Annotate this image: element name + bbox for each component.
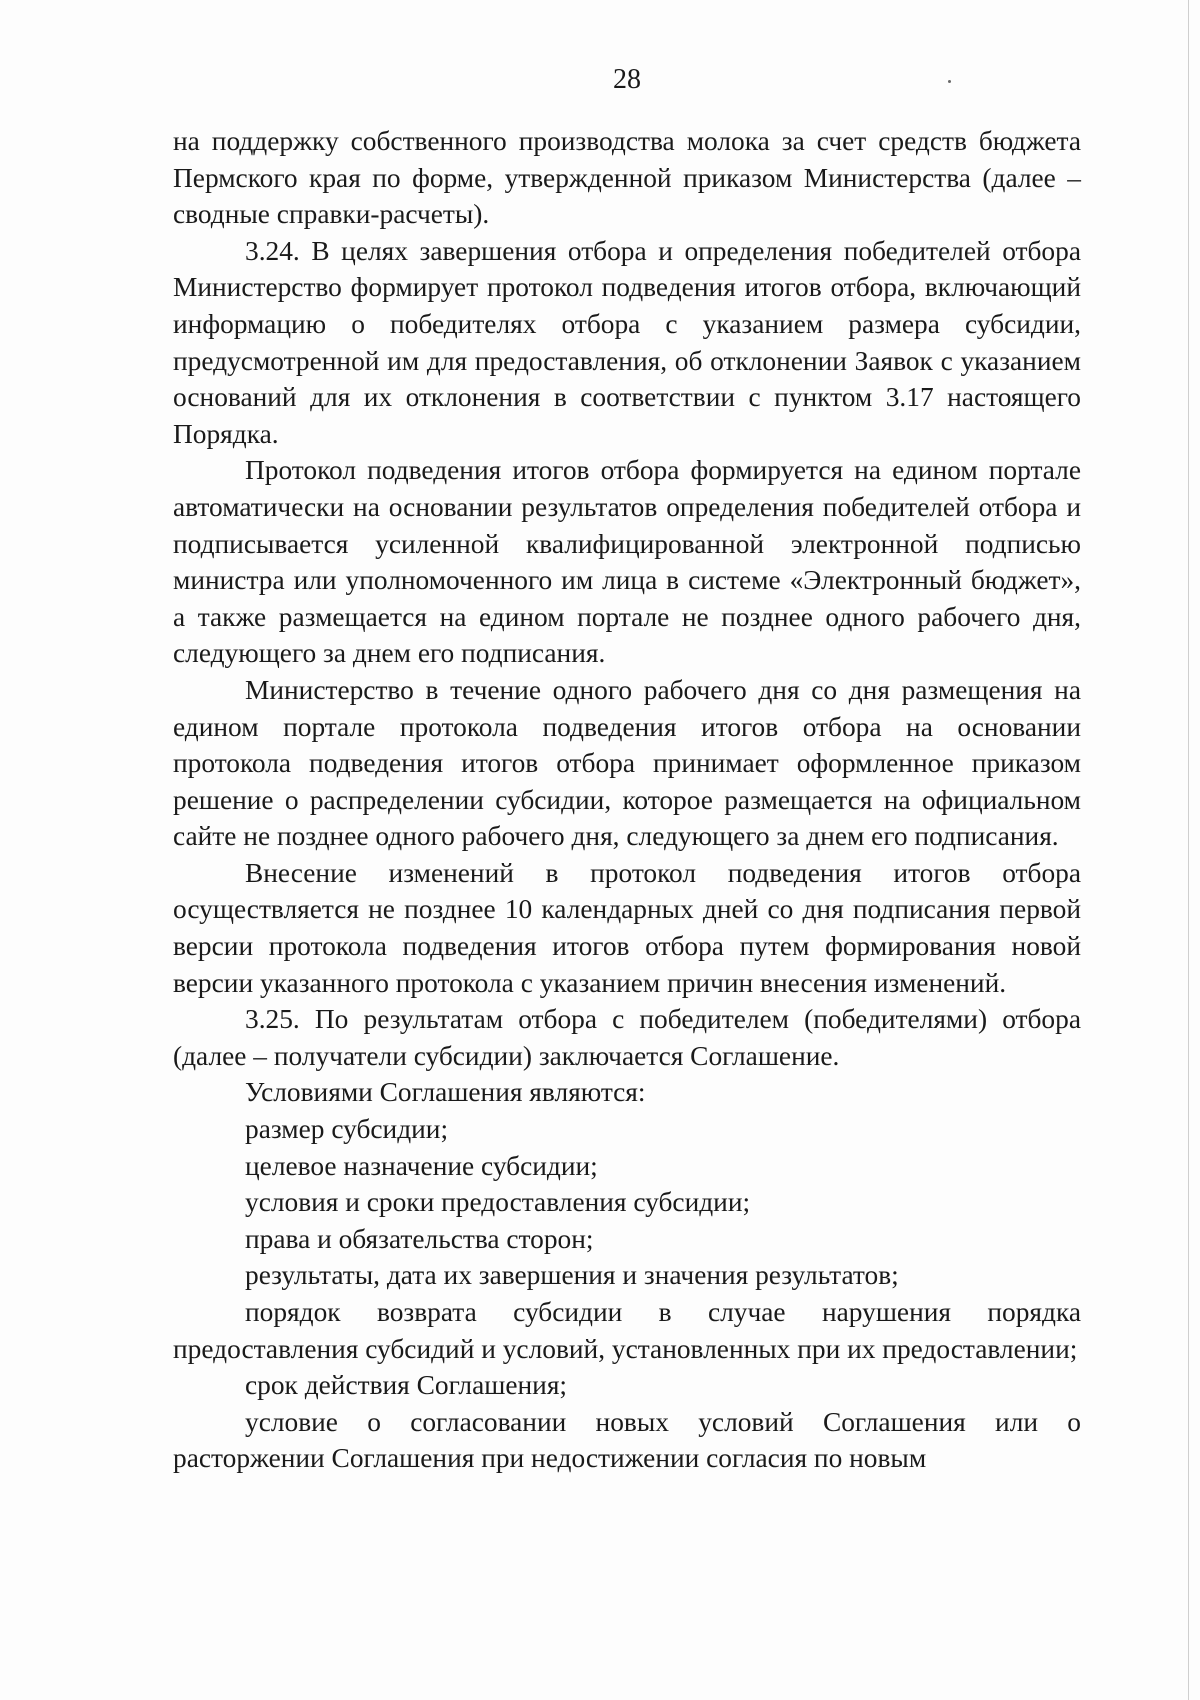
list-item: результаты, дата их завершения и значения результатов; (245, 1260, 899, 1291)
list-item: размер субсидии; (245, 1114, 449, 1145)
list-item: срок действия Соглашения; (245, 1370, 568, 1401)
paragraph: на поддержку собственного производства молока за счет средств бюджета Пермского края по форме, утвержденной приказом Министерства (далее – сводные справки-расчеты). (173, 126, 1081, 230)
paragraph: 3.25. По результатам отбора с победителем (победителями) отбора (далее – получатели субсидии) заключается Соглашение. (173, 1004, 1081, 1071)
list-item: условия и сроки предоставления субсидии; (245, 1187, 751, 1218)
list-item: порядок возврата субсидии в случае нарушения порядка предоставления субсидий и условий, установленных при их предоставлении; (173, 1297, 1081, 1364)
list-item: целевое назначение субсидии; (245, 1150, 598, 1181)
paragraph: Протокол подведения итогов отбора формируется на едином портале автоматически на основании результатов определения победителей отбора и подписывается усиленной квалифицированной электронной подписью министра или уполномоченного им лица в системе «Электронный бюджет», а также размещается на едином портале не позднее одного рабочего дня, следующего за днем его подписания. (173, 455, 1081, 669)
list-item: Условиями Соглашения являются: (245, 1077, 646, 1108)
document-body (173, 123, 1081, 1477)
paragraph: Внесение изменений в протокол подведения итогов отбора осуществляется не позднее 10 календарных дней со дня подписания первой версии протокола подведения итогов отбора путем формирования новой версии указанного протокола с указанием причин внесения изменений. (173, 857, 1081, 998)
list-item: права и обязательства сторон; (245, 1223, 594, 1254)
paragraph: 3.24. В целях завершения отбора и определения победителей отбора Министерство формирует протокол подведения итогов отбора, включающий информацию о победителях отбора с указанием размера субсидии, предусмотренной им для предоставления, об отклонении Заявок с указанием оснований для их отклонения в соответствии с пунктом 3.17 настоящего Порядка. (173, 235, 1081, 449)
page-number: 28 (613, 64, 641, 95)
list-item: условие о согласовании новых условий Соглашения или о расторжении Соглашения при недостижении согласия по новым (173, 1406, 1081, 1474)
scan-edge-line (1188, 0, 1189, 1700)
paragraph: Министерство в течение одного рабочего дня со дня размещения на едином портале протокола подведения итогов отбора на основании протокола подведения итогов отбора принимает оформленное приказом решение о распределении субсидии, которое размещается на официальном сайте не позднее одного рабочего дня, следующего за днем его подписания. (173, 674, 1081, 852)
